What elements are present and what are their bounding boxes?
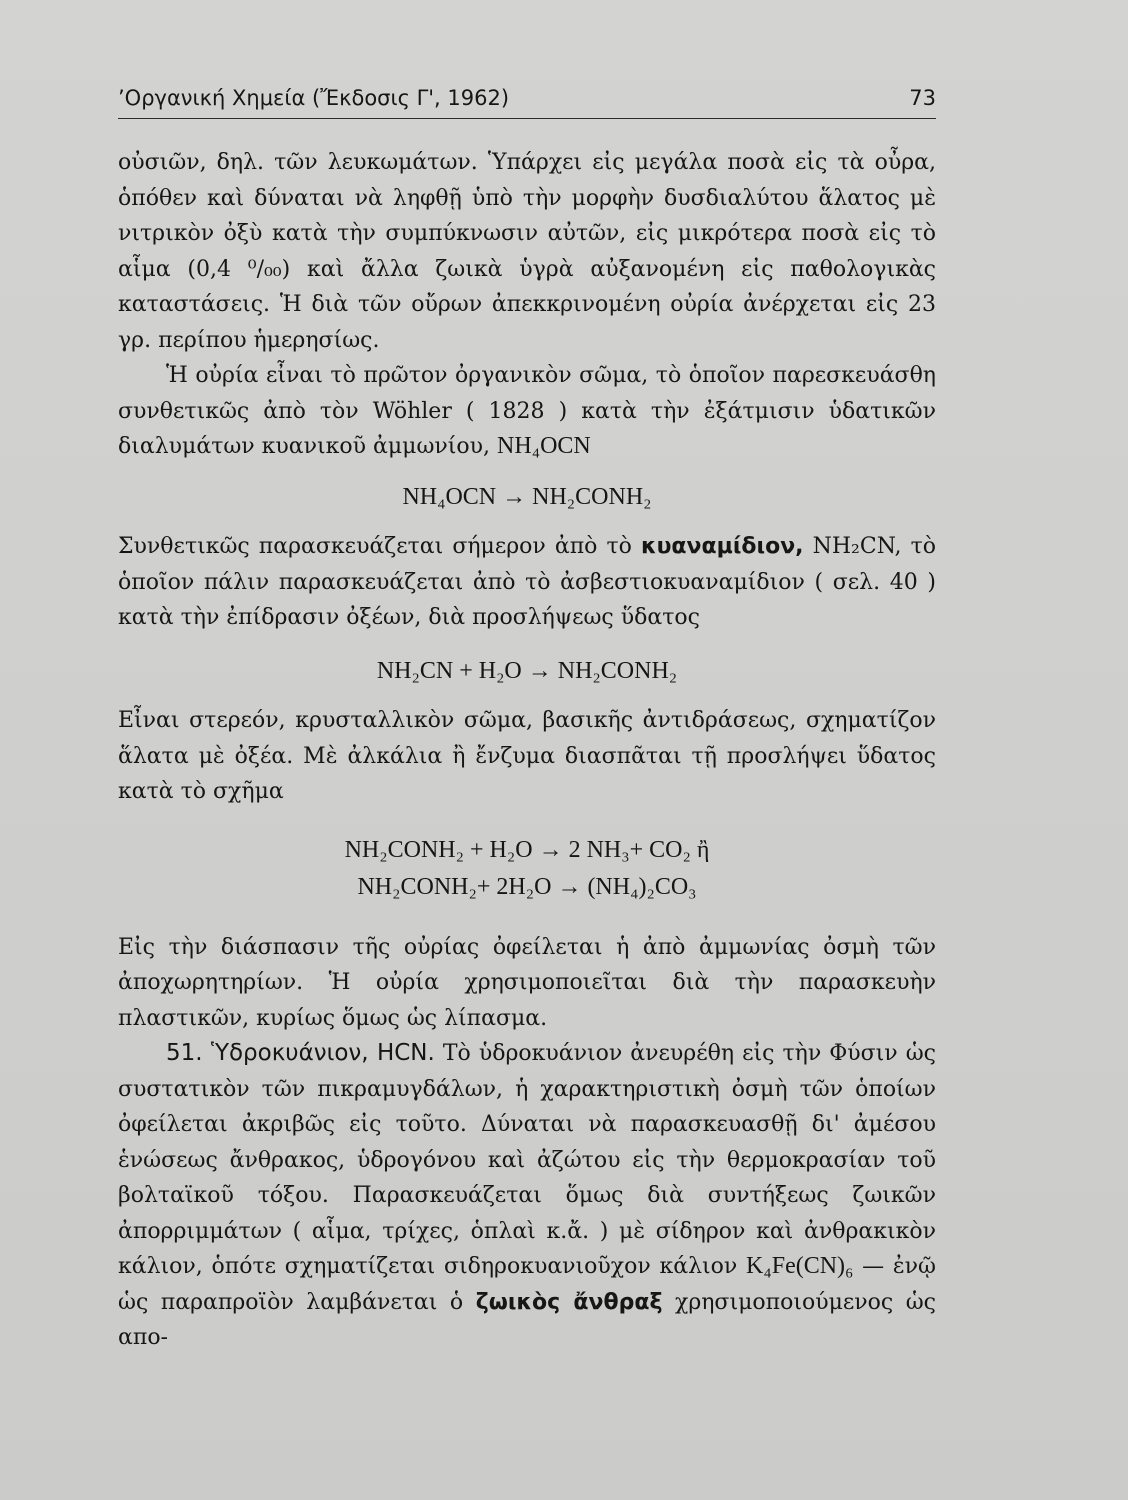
page-body <box>118 145 936 1356</box>
equation-hydrolysis-1: NH₂CONH₂ + H₂O → 2 NH₃+ CO₂ ἢ <box>344 836 710 863</box>
paragraph-text: — ἐνῷ ὡς παραπροϊὸν λαμβάνεται ὁ <box>118 1254 936 1315</box>
paragraph-text: Ἡ οὐρία εἶναι τὸ πρῶτον ὀργανικὸν σῶμα, τὸ ὁποῖον παρεσκευάσθη συνθετικῶς ἀπὸ τὸν Wöhler ( 1828 ) κατὰ τὴν ἐξάτμισιν ὑδατικῶν διαλυμάτων κυανικοῦ ἀμμωνίου, <box>118 363 936 459</box>
paragraph-text: Τὸ ὑδροκυάνιον ἀνευρέθη εἰς τὴν Φύσιν ὡς συστατικὸν τῶν πικραμυγδάλων, ἡ χαρακτηριστικὴ ὀσμὴ τῶν ὁποίων ὀφείλεται ἀκριβῶς εἰς τοῦτο. Δύναται νὰ παρασκευασθῇ δι' ἀμέσου ἑνώσεως ἄνθρακος, ὑδρογόνου καὶ ἀζώτου εἰς τὴν θερμοκρασίαν τοῦ βολταϊκοῦ τόξου. Παρασκευάζεται ὅμως διὰ συντήξεως ζωικῶν ἀπορριμμάτων ( αἷμα, τρίχες, ὁπλαὶ κ.ἄ. ) μὲ σίδηρον καὶ ἀνθρακικὸν κάλιον, ὁπότε σχηματίζεται σιδηροκυανιοῦχον κάλιον <box>118 1041 936 1279</box>
running-header <box>118 84 936 119</box>
paragraph-properties: Εἶναι στερεόν, κρυσταλλικὸν σῶμα, βασικῆς ἀντιδράσεως, σχηματίζον ἅλατα μὲ ὀξέα. Μὲ ἀλκάλια ἢ ἔνζυμα διασπᾶται τῇ προσλήψει ὕδατος κατὰ τὸ σχῆμα <box>118 708 936 804</box>
equation-wohler: NH₄OCN → NH₂CONH₂ <box>402 483 652 510</box>
paragraph-blood-urea: οὐσιῶν, δηλ. τῶν λευκωμάτων. Ὑπάρχει εἰς μεγάλα ποσὰ εἰς τὰ οὖρα, ὁπόθεν καὶ δύναται νὰ ληφθῇ ὑπὸ τὴν μορφὴν δυσδιαλύτου ἅλατος μὲ νιτρικὸν ὀξὺ κατὰ τὴν συμπύκνωσιν αὐτῶν, εἰς μικρότερα ποσὰ εἰς τὸ αἷμα (0,4 ⁰/₀₀) καὶ ἄλλα ζωικὰ ὑγρὰ αὐξανομένη εἰς παθολογικὰς καταστάσεις. Ἡ διὰ τῶν οὔρων ἀπεκκρινομένη οὐρία ἀνέρχεται εἰς 23 γρ. περίπου ἡμερησίως. <box>118 150 936 353</box>
term-animal-charcoal: ζωικὸς ἄνθραξ <box>475 1289 663 1315</box>
paragraph-text: χρησιμοποιούμενος ὡς απο- <box>118 1289 936 1350</box>
paragraph-wohler-synthesis <box>118 358 936 465</box>
running-title: ’Οργανική Χημεία (Ἔκδοσις Γ', 1962) <box>118 86 510 110</box>
page-number: 73 <box>909 86 936 110</box>
paragraph-text: NH₂CN, τὸ ὁποῖον πάλιν παρασκευάζεται ἀπὸ τὸ ἀσβεστιοκυαναμίδιον ( σελ. 40 ) κατὰ τὴν ἐπίδρασιν ὀξέων, διὰ προσλήψεως ὕδατος <box>118 534 937 630</box>
equation-block-hydrolysis <box>118 832 936 906</box>
equation-hydrolysis-2: NH₂CONH₂+ 2H₂O → (NH₄)₂CO₃ <box>357 873 697 900</box>
paragraph-uses: Εἰς τὴν διάσπασιν τῆς οὐρίας ὀφείλεται ἡ ἀπὸ ἀμμωνίας ὀσμὴ τῶν ἀποχωρητηρίων. Ἡ οὐρία χρησιμοποιεῖται διὰ τὴν παρασκευὴν πλαστικῶν, κυρίως ὅμως ὡς λίπασμα. <box>118 934 936 1031</box>
paragraph-text: Συνθετικῶς παρασκευάζεται σήμερον ἀπὸ τὸ <box>118 534 632 559</box>
section-51-hydrocyanic-acid <box>118 1036 936 1356</box>
potassium-ferrocyanide-formula: K₄Fe(CN)₆ <box>746 1253 854 1279</box>
section-heading: 51. Ὑδροκυάνιον, HCN. <box>166 1040 435 1066</box>
ammonium-cyanate-formula: NH₄OCN <box>497 433 591 459</box>
term-cyanamide: κυαναμίδιον, <box>640 534 804 559</box>
paragraph-cyanamide <box>118 529 936 636</box>
equation-cyanamide-hydration: NH₂CN + H₂O → NH₂CONH₂ <box>376 657 678 684</box>
